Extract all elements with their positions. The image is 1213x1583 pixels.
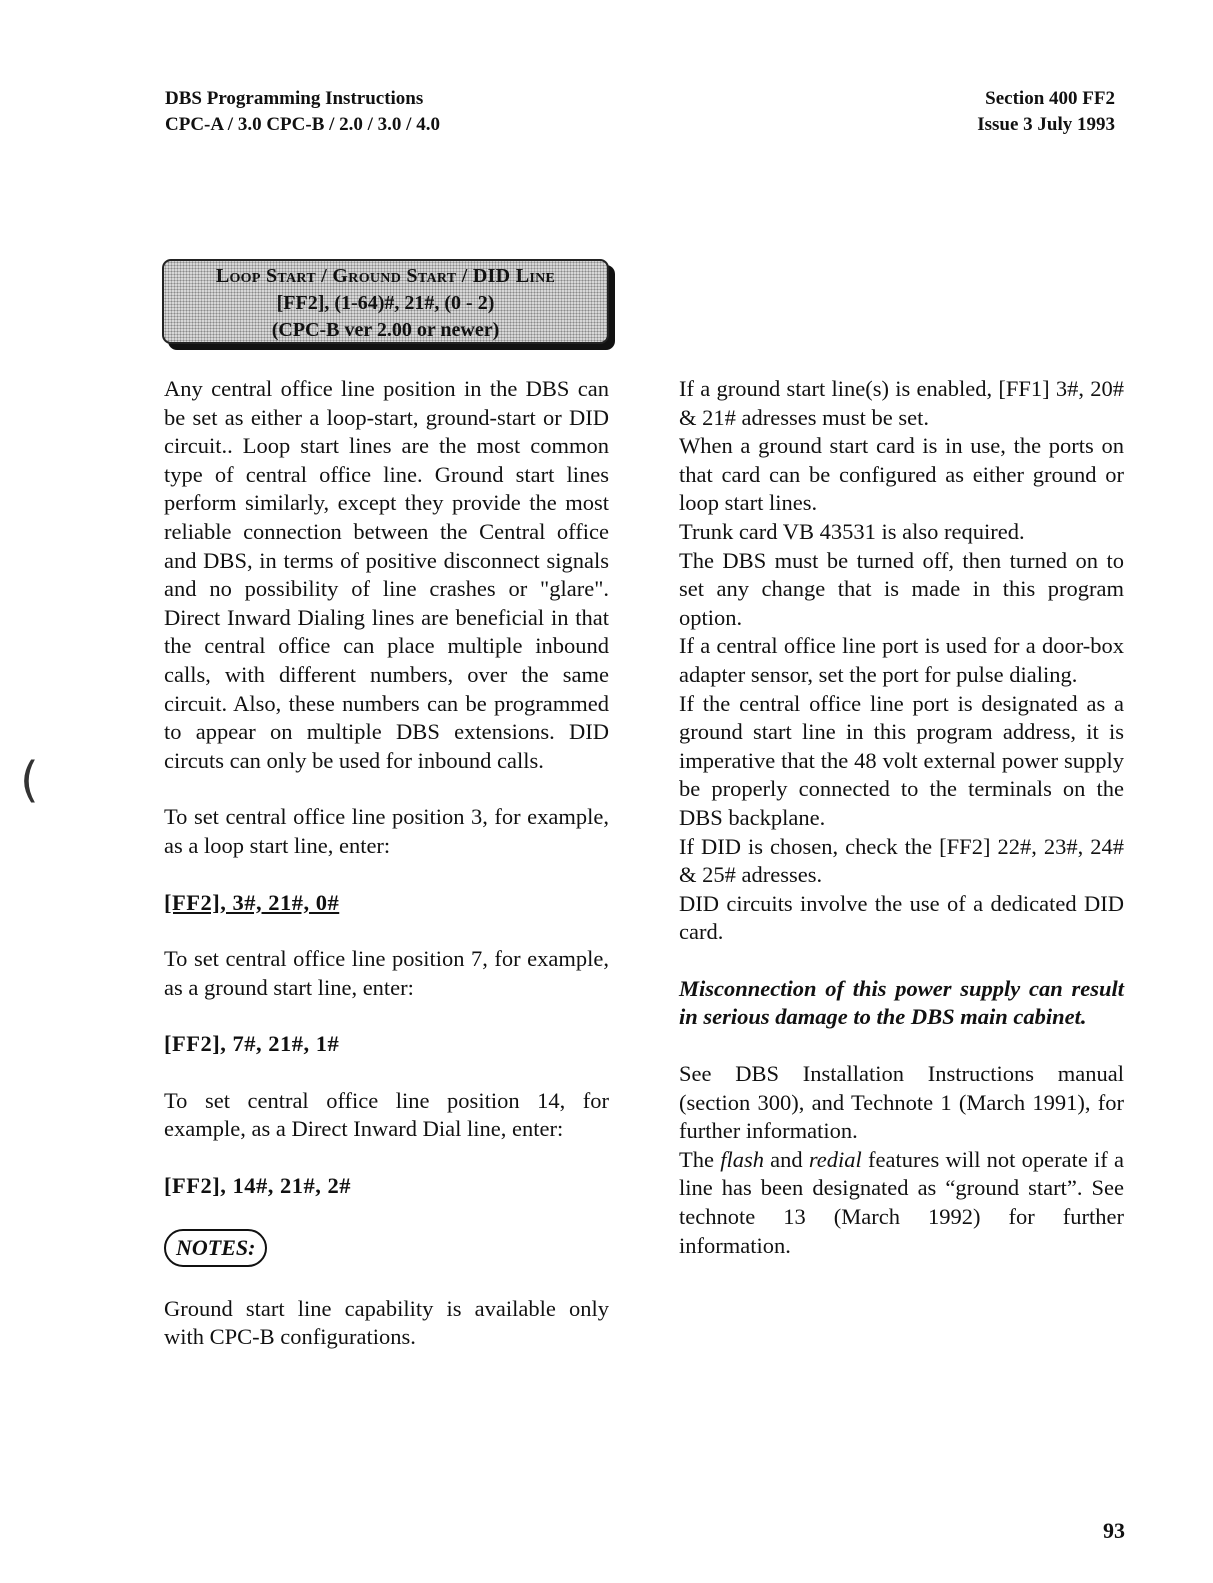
- notes-badge: NOTES:: [164, 1229, 267, 1267]
- notes-text: Ground start line capability is available only with CPC-B configurations.: [164, 1295, 609, 1350]
- see2-part-c: features will not operate if a line has been designated as “ground start”. See technote 13 (March 1992) for further information.: [679, 1146, 1124, 1258]
- right-para-4: The DBS must be turned off, then turned on to set any change that is made in this program option.: [679, 547, 1124, 630]
- example-1-code: [FF2], 3#, 21#, 0#: [164, 889, 340, 915]
- page-number: 93: [1103, 1518, 1125, 1543]
- title-line-2: [FF2], (1-64)#, 21#, (0 - 2): [276, 292, 495, 314]
- left-column: [164, 375, 609, 1352]
- flash-term: flash: [720, 1146, 764, 1172]
- example-3-text: To set central office line position 14, for example, as a Direct Inward Dial line, enter:: [164, 1087, 609, 1142]
- header-issue: Issue 3 July 1993: [977, 114, 1115, 135]
- warning-text: Misconnection of this power supply can result in serious damage to the DBS main cabinet.: [679, 975, 1124, 1030]
- see2-part-b: and: [763, 1146, 809, 1172]
- right-para-5: If a central office line port is used for a door-box adapter sensor, set the port for pulse dialing.: [679, 633, 1124, 687]
- intro-paragraph: Any central office line position in the DBS can be set as either a loop-start, ground-start or DID circuit.. Loop start lines are the most common type of central office line. Ground start lines perform similarly, except they provide the most reliable connection between the Central office and DBS, in terms of positive disconnect signals and no possibility of line crashes or "glare". Direct Inward Dialing lines are beneficial in that the central office can place multiple inbound calls, with different numbers, over the same circuit. Also, these numbers can be programmed to appear on multiple DBS extensions. DID circuts can only be used for inbound calls.: [164, 376, 609, 773]
- right-para-2: When a ground start card is in use, the ports on that card can be configured as either ground or loop start lines.: [679, 433, 1124, 516]
- header-doc-title: DBS Programming Instructions: [165, 88, 424, 109]
- see2-part-a: The: [679, 1146, 721, 1172]
- title-line-1: Loop Start / Ground Start / DID Line: [215, 265, 556, 287]
- title-box: [162, 259, 609, 344]
- right-column: [679, 375, 1124, 1260]
- example-1-text: To set central office line position 3, for example, as a loop start line, enter:: [164, 804, 609, 858]
- header-left: [165, 86, 440, 138]
- right-para-3: Trunk card VB 43531 is also required.: [679, 518, 1025, 544]
- right-para-1: If a ground start line(s) is enabled, [FF1] 3#, 20# & 21# adresses must be set.: [679, 376, 1124, 430]
- see-also-1: See DBS Installation Instructions manual (section 300), and Technote 1 (March 1991), for further information.: [679, 1061, 1124, 1144]
- example-2-code: [FF2], 7#, 21#, 1#: [164, 1031, 340, 1057]
- title-line-3: (CPC-B ver 2.00 or newer): [271, 319, 500, 341]
- header-section: Section 400 FF2: [985, 88, 1115, 109]
- header-right: [977, 86, 1115, 138]
- redial-term: redial: [808, 1146, 862, 1172]
- see-also-2: [679, 1146, 1124, 1260]
- header-versions: CPC-A / 3.0 CPC-B / 2.0 / 3.0 / 4.0: [165, 114, 440, 135]
- example-3-code: [FF2], 14#, 21#, 2#: [164, 1173, 351, 1199]
- margin-mark-icon: (: [20, 752, 39, 808]
- example-2-text: To set central office line position 7, for example, as a ground start line, enter:: [164, 946, 609, 1000]
- right-para-7: If DID is chosen, check the [FF2] 22#, 23#, 24# & 25# adresses.: [679, 833, 1124, 888]
- right-para-8: DID circuits involve the use of a dedicated DID card.: [679, 890, 1124, 945]
- right-para-6: If the central office line port is designated as a ground start line in this program address, it is imperative that the 48 volt external power supply be properly connected to the terminals on the DBS backplane.: [679, 690, 1124, 830]
